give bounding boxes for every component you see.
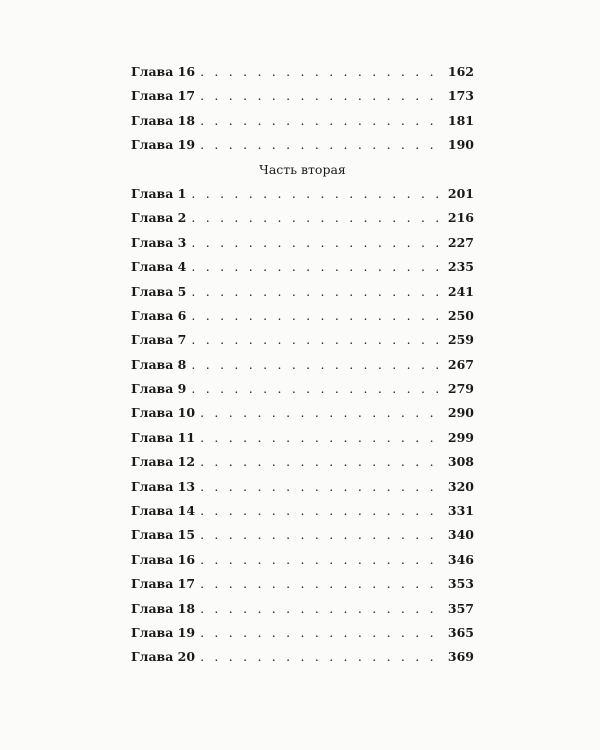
page-number: 331	[447, 503, 474, 519]
toc-entry	[131, 182, 474, 206]
dot-leader	[200, 401, 445, 425]
page-number: 235	[447, 259, 474, 275]
chapter-label: Глава 16	[131, 64, 196, 79]
dot-leader	[200, 572, 445, 596]
toc-entry	[131, 280, 474, 304]
toc-entry	[131, 523, 474, 547]
page-number: 308	[447, 454, 474, 470]
toc-entry	[131, 84, 474, 108]
page-number: 190	[447, 137, 474, 153]
chapter-label: Глава 4	[131, 259, 187, 275]
chapter-label: Глава 17	[131, 88, 196, 104]
page-number: 201	[447, 185, 474, 201]
dot-leader	[200, 84, 445, 108]
chapter-label: Глава 11	[131, 429, 196, 445]
page-number: 267	[447, 356, 474, 372]
page-number: 365	[447, 624, 474, 640]
toc-entry	[131, 548, 474, 572]
chapter-label: Глава 3	[131, 234, 187, 250]
toc-entry	[131, 426, 474, 450]
chapter-label: Глава 2	[131, 210, 187, 226]
chapter-label: Глава 20	[131, 649, 196, 665]
chapter-label: Глава 5	[131, 283, 187, 299]
toc-entry	[131, 328, 474, 352]
dot-leader	[200, 548, 445, 572]
dot-leader	[200, 133, 445, 157]
toc-entry	[131, 206, 474, 230]
toc-entry	[131, 645, 474, 669]
chapter-label: Глава 17	[131, 576, 196, 592]
page-number: 299	[447, 429, 474, 445]
page-number: 346	[447, 551, 474, 567]
chapter-label: Глава 6	[131, 307, 187, 323]
dot-leader	[191, 255, 445, 279]
toc-entry	[131, 572, 474, 596]
toc-entry	[131, 597, 474, 621]
page-number: 279	[447, 381, 474, 397]
dot-leader	[191, 182, 445, 206]
page-number: 259	[447, 332, 474, 348]
dot-leader	[200, 426, 445, 450]
dot-leader	[200, 645, 445, 669]
dot-leader	[200, 621, 445, 645]
chapter-label: Глава 16	[131, 551, 196, 567]
page-number: 241	[447, 283, 474, 299]
dot-leader	[191, 353, 445, 377]
page-number: 173	[447, 88, 474, 104]
dot-leader	[200, 523, 445, 547]
chapter-label: Глава 18	[131, 600, 196, 616]
toc-entry	[131, 499, 474, 523]
dot-leader	[191, 206, 445, 230]
chapter-label: Глава 19	[131, 137, 196, 153]
toc-entry	[131, 621, 474, 645]
dot-leader	[191, 280, 445, 304]
page-number: 369	[447, 649, 474, 665]
chapter-label: Глава 9	[131, 381, 187, 397]
toc-entry	[131, 231, 474, 255]
chapter-label: Глава 14	[131, 503, 196, 519]
table-of-contents	[131, 60, 474, 670]
page-number: 227	[447, 234, 474, 250]
dot-leader	[200, 499, 445, 523]
toc-entry	[131, 377, 474, 401]
dot-leader	[200, 475, 445, 499]
dot-leader	[191, 231, 445, 255]
page-number: 340	[447, 527, 474, 543]
chapter-label: Глава 10	[131, 405, 196, 421]
toc-entry	[131, 109, 474, 133]
toc-entry	[131, 60, 474, 84]
dot-leader	[200, 450, 445, 474]
toc-entry	[131, 304, 474, 328]
page-number: 353	[447, 576, 474, 592]
part-two-entries	[131, 182, 474, 670]
page-number: 181	[447, 112, 474, 128]
toc-entry	[131, 450, 474, 474]
page-number: 290	[447, 405, 474, 421]
toc-entry	[131, 255, 474, 279]
toc-entry	[131, 475, 474, 499]
page-number: 320	[447, 478, 474, 494]
dot-leader	[200, 109, 445, 133]
toc-entry	[131, 133, 474, 157]
chapter-label: Глава 12	[131, 454, 196, 470]
page-number: 216	[447, 210, 474, 226]
dot-leader	[200, 60, 445, 84]
part-one-entries	[131, 60, 474, 158]
chapter-label: Глава 1	[131, 185, 187, 201]
chapter-label: Глава 7	[131, 332, 187, 348]
toc-entry	[131, 353, 474, 377]
dot-leader	[191, 304, 445, 328]
page-number: 162	[447, 64, 474, 79]
chapter-label: Глава 18	[131, 112, 196, 128]
chapter-label: Глава 19	[131, 624, 196, 640]
toc-entry	[131, 401, 474, 425]
part-two-heading: Часть вторая	[259, 161, 346, 177]
dot-leader	[191, 328, 445, 352]
chapter-label: Глава 8	[131, 356, 187, 372]
chapter-label: Глава 15	[131, 527, 196, 543]
page-number: 357	[447, 600, 474, 616]
dot-leader	[200, 597, 445, 621]
page-number: 250	[447, 307, 474, 323]
chapter-label: Глава 13	[131, 478, 196, 494]
dot-leader	[191, 377, 445, 401]
